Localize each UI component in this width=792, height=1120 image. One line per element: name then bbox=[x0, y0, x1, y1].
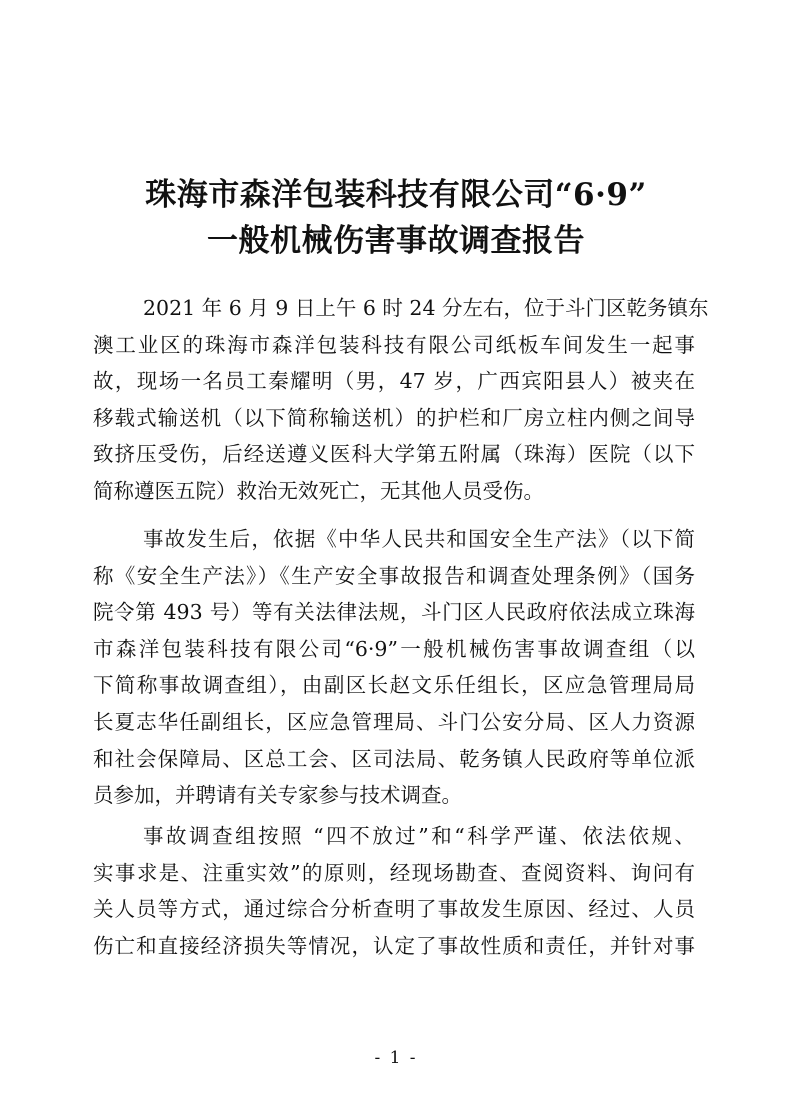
document-title-line-2: 一般机械伤害事故调查报告 bbox=[207, 223, 585, 259]
paragraph-line: 2021 年 6 月 9 日上午 6 时 24 分左右，位于斗门区乾务镇东 bbox=[143, 296, 709, 320]
paragraph-line: 员参加，并聘请有关专家参与技术调查。 bbox=[93, 783, 462, 808]
paragraph-line: 称《安全生产法》）《生产安全事故报告和调查处理条例》（国务 bbox=[93, 563, 695, 588]
paragraph-line: 下简称事故调查组），由副区长赵文乐任组长，区应急管理局局 bbox=[93, 673, 695, 698]
paragraph-investigation-principles bbox=[93, 818, 695, 964]
paragraph-line: 伤亡和直接经济损失等情况，认定了事故性质和责任，并针对事 bbox=[93, 933, 695, 958]
paragraph-incident-summary bbox=[93, 290, 709, 510]
paragraph-line: 致挤压受伤，后经送遵义医科大学第五附属（珠海）医院（以下 bbox=[93, 442, 695, 467]
paragraph-line: 简称遵医五院）救治无效死亡，无其他人员受伤。 bbox=[93, 478, 544, 503]
paragraph-line: 长夏志华任副组长，区应急管理局、斗门公安分局、区人力资源 bbox=[93, 709, 695, 734]
paragraph-line: 关人员等方式，通过综合分析查明了事故发生原因、经过、人员 bbox=[93, 897, 695, 922]
paragraph-line: 实事求是、注重实效”的原则，经现场勘查、查阅资料、询问有 bbox=[93, 860, 695, 885]
paragraph-line: 澳工业区的珠海市森洋包装科技有限公司纸板车间发生一起事 bbox=[93, 332, 695, 357]
paragraph-line: 事故发生后，依据《中华人民共和国安全生产法》（以下简 bbox=[143, 527, 695, 551]
paragraph-line: 院令第 493 号）等有关法律法规，斗门区人民政府依法成立珠海 bbox=[93, 600, 695, 625]
paragraph-line: 市森洋包装科技有限公司“6·9”一般机械伤害事故调查组（以 bbox=[93, 636, 695, 661]
document-title-line-1: 珠海市森洋包装科技有限公司“6·9” bbox=[145, 177, 647, 213]
paragraph-line: 和社会保障局、区总工会、区司法局、乾务镇人民政府等单位派 bbox=[93, 746, 695, 771]
page-number: - 1 - bbox=[374, 1048, 418, 1068]
paragraph-line: 事故调查组按照 “四不放过”和“科学严谨、依法依规、 bbox=[143, 824, 695, 848]
paragraph-line: 移载式输送机（以下简称输送机）的护栏和厂房立柱内侧之间导 bbox=[93, 405, 695, 430]
paragraph-line: 故，现场一名员工秦耀明（男，47 岁，广西宾阳县人）被夹在 bbox=[93, 369, 695, 394]
paragraph-investigation-team bbox=[93, 521, 695, 814]
